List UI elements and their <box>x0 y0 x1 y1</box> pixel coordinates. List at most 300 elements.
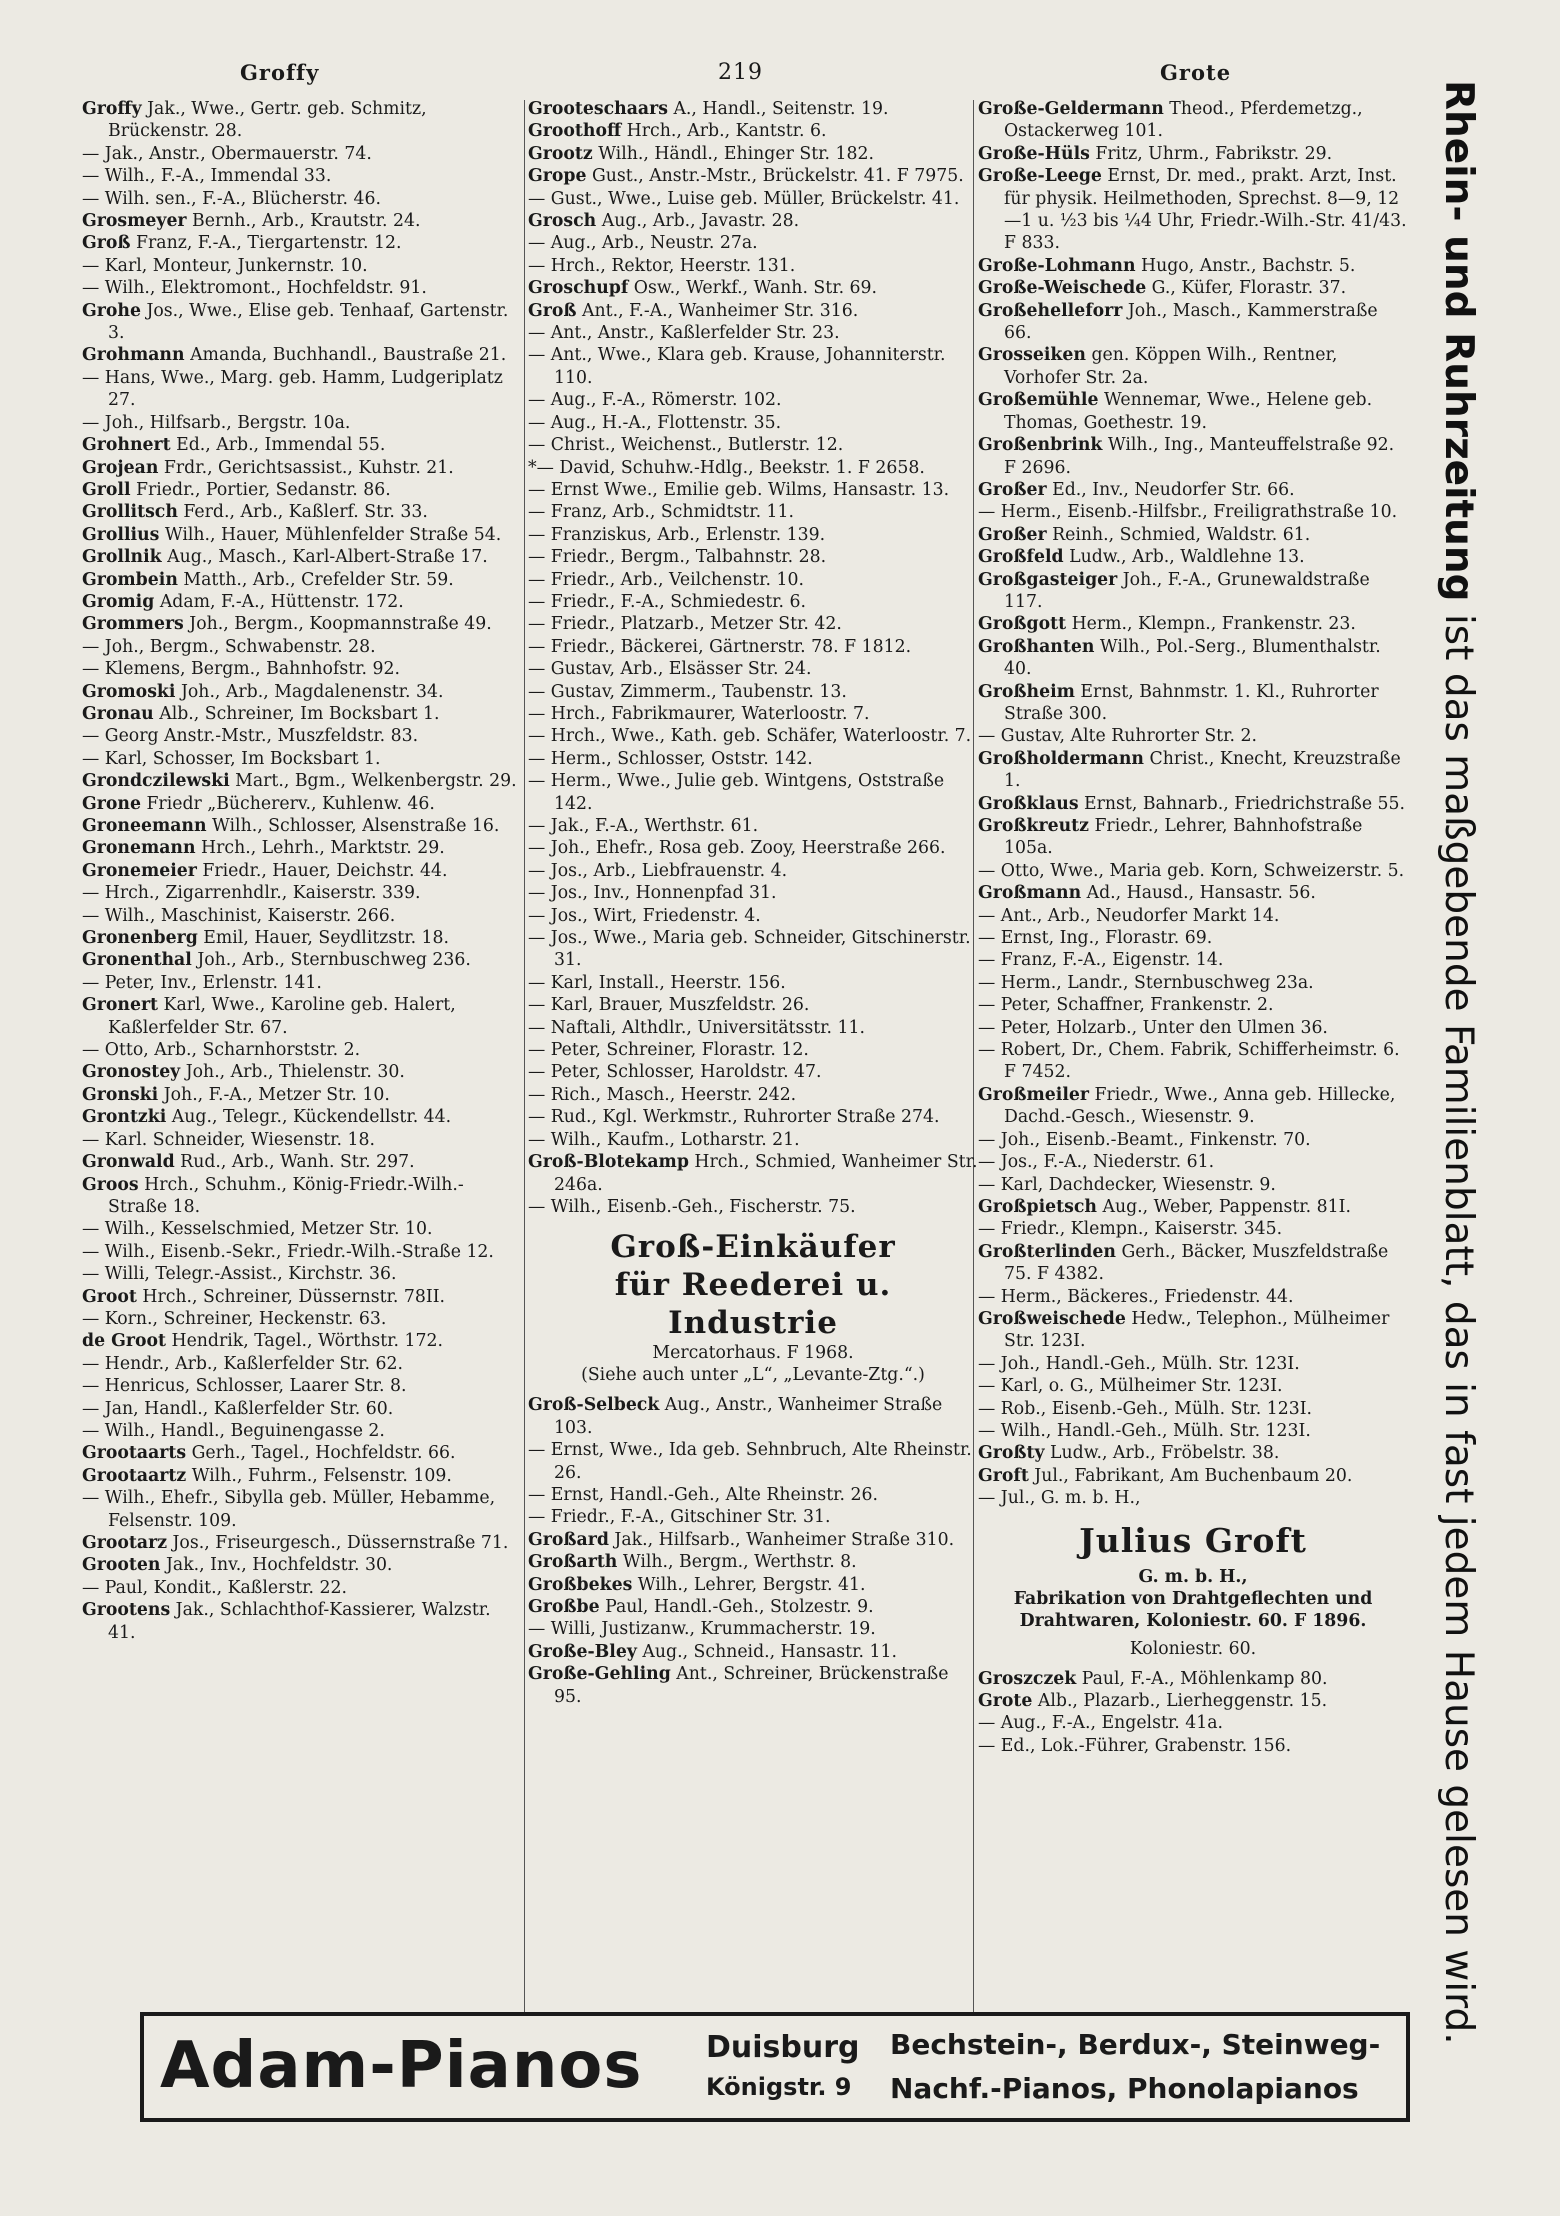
directory-entry <box>978 1039 1408 1084</box>
entry-surname: Großterlinden <box>978 1241 1116 1262</box>
directory-entry <box>978 1465 1408 1487</box>
entry-details: — Hans, Wwe., Marg. geb. Hamm, Ludgeriplatz 27. <box>82 367 503 411</box>
entry-details: — Ernst, Ing., Florastr. 69. <box>978 928 1213 949</box>
entry-surname: Große-Gehling <box>528 1664 671 1685</box>
entry-details: — Ernst, Wwe., Ida geb. Sehnbruch, Alte Rheinstr. 26. <box>528 1440 972 1483</box>
directory-entry <box>978 501 1408 523</box>
entry-details: Adam, F.-A., Hüttenstr. 172. <box>154 591 404 612</box>
column-2 <box>528 98 978 1708</box>
directory-entry <box>528 681 978 703</box>
directory-entry <box>978 1690 1408 1712</box>
directory-entry <box>528 501 978 523</box>
ad-brands-line-1: Bechstein-, Berdux-, Steinweg- <box>890 2028 1381 2061</box>
directory-entry <box>528 748 978 770</box>
directory-entry <box>82 1174 522 1219</box>
directory-entry <box>82 815 522 837</box>
entry-details: — Jos., F.-A., Niederstr. 61. <box>978 1152 1215 1173</box>
entry-details: Wilh., Händl., Ehinger Str. 182. <box>592 143 874 164</box>
directory-entry <box>82 860 522 882</box>
entry-details: — Franz, Arb., Schmidtstr. 11. <box>528 502 795 523</box>
entry-surname: Grope <box>528 166 587 187</box>
directory-entry <box>82 1151 522 1173</box>
sidebar-slogan <box>1428 80 1488 2080</box>
directory-entry <box>82 501 522 523</box>
entry-details: Hugo, Anstr., Bachstr. 5. <box>1135 255 1356 276</box>
entry-details: — Aug., F.-A., Römerstr. 102. <box>528 390 782 411</box>
directory-entry <box>978 927 1408 949</box>
directory-entry <box>978 344 1408 389</box>
entry-surname: Gronenthal <box>82 950 192 971</box>
entry-details: — Wilh., Kaufm., Lotharstr. 21. <box>528 1129 800 1150</box>
entry-surname: Grondczilewski <box>82 771 230 792</box>
directory-entry <box>528 457 978 479</box>
entry-details: — Ernst Wwe., Emilie geb. Wilms, Hansastr. 13. <box>528 479 950 500</box>
directory-entry <box>528 1484 978 1506</box>
entry-details: Jak., Schlachthof-Kassierer, Walzstr. 41. <box>108 1600 491 1643</box>
entry-details: Hrch., Arb., Kantstr. 6. <box>621 121 827 142</box>
directory-entry <box>82 1061 522 1083</box>
directory-entry <box>528 994 978 1016</box>
entry-surname: Großer <box>978 524 1047 545</box>
entry-details: Joh., Arb., Magdalenenstr. 34. <box>175 681 444 702</box>
entry-details: Jak., Wwe., Gertr. geb. Schmitz, Brückenstr. 28. <box>108 99 427 142</box>
directory-entry <box>528 1084 978 1106</box>
directory-entry <box>528 1151 978 1196</box>
entry-surname: Grohnert <box>82 435 171 456</box>
directory-entry <box>528 412 978 434</box>
entry-surname: Großmeiler <box>978 1084 1090 1105</box>
entry-details: Hrch., Schreiner, Düssernstr. 78II. <box>136 1286 446 1307</box>
directory-entry <box>528 725 978 747</box>
entry-details: Joh., Bergm., Koopmannstraße 49. <box>183 614 492 635</box>
directory-entry <box>528 815 978 837</box>
running-head-right: Grote <box>1160 60 1232 85</box>
directory-entry <box>978 1218 1408 1240</box>
directory-entry <box>528 1394 978 1439</box>
directory-entry <box>978 815 1408 860</box>
entry-details: — Hrch., Wwe., Kath. geb. Schäfer, Waterloostr. 7. <box>528 726 972 747</box>
entry-details: — Herm., Schlosser, Oststr. 142. <box>528 748 813 769</box>
entry-surname: Großgasteiger <box>978 569 1118 590</box>
entry-surname: Grootens <box>82 1600 171 1621</box>
entry-surname: Groffy <box>82 99 142 119</box>
entry-details: Wilh., Pol.-Serg., Blumenthalstr. 40. <box>1004 636 1381 680</box>
sidebar-tagline: ist das maßgebende Familienblatt, das in fast jedem Hause gelesen wird. <box>1436 601 1481 2045</box>
entry-details: — Joh., Eisenb.-Beamt., Finkenstr. 70. <box>978 1129 1311 1150</box>
entry-details: — Franziskus, Arb., Erlenstr. 139. <box>528 524 826 545</box>
entry-details: — Klemens, Bergm., Bahnhofstr. 92. <box>82 659 400 680</box>
entry-details: — Wilh., Handl.-Geh., Mülh. Str. 123I. <box>978 1420 1311 1441</box>
entry-surname: Großbekes <box>528 1574 633 1595</box>
directory-entry <box>528 210 978 232</box>
directory-entry <box>528 120 978 142</box>
directory-entry <box>528 591 978 613</box>
directory-entry <box>528 927 978 972</box>
entry-details: — Karl, o. G., Mülheimer Str. 123I. <box>978 1376 1283 1397</box>
entry-surname: Großhanten <box>978 636 1095 657</box>
directory-entry <box>82 188 522 210</box>
entry-details: Ad., Hausd., Hansastr. 56. <box>1081 883 1316 904</box>
directory-entry <box>528 1439 978 1484</box>
directory-entry <box>82 1308 522 1330</box>
entry-surname: Große-Bley <box>528 1641 637 1662</box>
entry-surname: de Groot <box>82 1331 166 1352</box>
entry-details: Hrch., Lehrh., Marktstr. 29. <box>195 838 445 859</box>
entry-details: — Ed., Lok.-Führer, Grabenstr. 156. <box>978 1735 1292 1756</box>
entry-surname: Großfeld <box>978 547 1064 568</box>
entry-details: — Peter, Schaffner, Frankenstr. 2. <box>978 995 1274 1016</box>
entry-details: Jos., Wwe., Elise geb. Tenhaaf, Gartenstr. 3. <box>108 300 509 344</box>
entry-details: — Gustav, Zimmerm., Taubenstr. 13. <box>528 681 847 702</box>
directory-entry <box>978 98 1408 143</box>
directory-entry <box>528 658 978 680</box>
entry-details: Osw., Werkf., Wanh. Str. 69. <box>628 278 878 299</box>
directory-entry <box>82 882 522 904</box>
directory-entry <box>82 1532 522 1554</box>
julius-groft-ad <box>978 1520 1408 1660</box>
entry-surname: Groschupf <box>528 278 629 299</box>
entry-surname: Gronenberg <box>82 928 198 949</box>
entry-details: Jul., Fabrikant, Am Buchenbaum 20. <box>1028 1465 1353 1486</box>
entry-details: Friedr., Portier, Sedanstr. 86. <box>130 479 391 500</box>
entry-surname: Grohe <box>82 300 141 321</box>
entry-surname: Großemühle <box>978 390 1099 411</box>
entry-details: Fritz, Uhrm., Fabrikstr. 29. <box>1089 143 1333 164</box>
entry-details: — Herm., Eisenb.-Hilfsbr., Freiligrathstraße 10. <box>978 502 1398 523</box>
entry-details: Franz, F.-A., Tiergartenstr. 12. <box>130 233 402 254</box>
entry-details: Hrch., Schuhm., König-Friedr.-Wilh.-Straße 18. <box>108 1174 464 1217</box>
ad-city: Duisburg <box>706 2030 860 2065</box>
entry-surname: Grootarz <box>82 1533 168 1553</box>
entry-details: Ernst, Bahnarb., Friedrichstraße 55. <box>1078 793 1406 814</box>
directory-entry <box>82 367 522 412</box>
directory-entry <box>82 1039 522 1061</box>
column-2-entries <box>528 98 978 1218</box>
entry-surname: Große-Weischede <box>978 278 1147 299</box>
directory-entry <box>528 905 978 927</box>
directory-entry <box>978 300 1408 345</box>
directory-entry <box>528 1551 978 1573</box>
entry-details: — Karl, Monteur, Junkernstr. 10. <box>82 255 368 276</box>
entry-surname: Grosseiken <box>978 345 1086 366</box>
directory-entry <box>978 1442 1408 1464</box>
directory-entry <box>528 1196 978 1218</box>
directory-entry <box>82 1398 522 1420</box>
directory-entry <box>978 546 1408 568</box>
entry-details: Joh., Arb., Sternbuschweg 236. <box>191 950 471 971</box>
entry-details: Ernst, Bahnmstr. 1. Kl., Ruhrorter Straße 300. <box>1004 681 1379 724</box>
directory-entry <box>82 703 522 725</box>
entry-surname: Großmann <box>978 883 1082 904</box>
ad-address: Mercatorhaus. F 1968. <box>652 1343 854 1364</box>
entry-details: — Naftali, Althdlr., Universitätsstr. 11. <box>528 1017 865 1038</box>
entry-surname: Große-Leege <box>978 166 1102 187</box>
directory-entry <box>82 1442 522 1464</box>
directory-entry <box>978 1017 1408 1039</box>
entry-details: — Wilh., Handl., Beguinengasse 2. <box>82 1420 385 1441</box>
directory-entry <box>978 1241 1408 1286</box>
running-head-left: Groffy <box>240 60 320 85</box>
entry-details: Amanda, Buchhandl., Baustraße 21. <box>184 345 507 366</box>
entry-surname: Großweischede <box>978 1308 1126 1329</box>
entry-details: Friedr., Hauer, Deichstr. 44. <box>196 860 448 881</box>
entry-details: — Friedr., Bergm., Talbahnstr. 28. <box>528 547 827 568</box>
entry-details: — Friedr., Klempn., Kaiserstr. 345. <box>978 1219 1283 1240</box>
entry-surname: Grootz <box>528 143 593 164</box>
directory-entry <box>978 1129 1408 1151</box>
directory-entry <box>82 300 522 345</box>
directory-entry <box>82 434 522 456</box>
directory-entry <box>82 210 522 232</box>
directory-entry <box>82 1084 522 1106</box>
entry-surname: Großklaus <box>978 793 1079 814</box>
ad2-address: Koloniestr. 60. <box>1129 1638 1257 1659</box>
entry-surname: Grommers <box>82 614 184 635</box>
directory-entry <box>82 98 522 143</box>
entry-details: Aug., Anstr., Wanheimer Straße 103. <box>554 1395 943 1438</box>
directory-entry <box>528 636 978 658</box>
directory-entry <box>978 434 1408 479</box>
entry-details: Herm., Klempn., Frankenstr. 23. <box>1066 614 1356 635</box>
entry-details: Jak., Hilfsarb., Wanheimer Straße 310. <box>608 1529 955 1550</box>
entry-details: Friedr., Wwe., Anna geb. Hillecke, Dachd.-Gesch., Wiesenstr. 9. <box>1004 1084 1396 1128</box>
directory-entry <box>978 1668 1408 1690</box>
entry-details: — Ernst, Handl.-Geh., Alte Rheinstr. 26. <box>528 1484 878 1505</box>
directory-entry <box>978 389 1408 434</box>
directory-entry <box>82 1106 522 1128</box>
entry-surname: Grootaarts <box>82 1443 187 1464</box>
entry-details: — Rich., Masch., Heerstr. 242. <box>528 1084 797 1105</box>
directory-entry <box>82 1487 522 1532</box>
directory-entry <box>82 1330 522 1352</box>
entry-details: Ludw., Arb., Waldlehne 13. <box>1063 547 1305 568</box>
directory-entry <box>528 1506 978 1528</box>
entry-surname: Grontzki <box>82 1107 167 1128</box>
directory-entry <box>528 479 978 501</box>
directory-entry <box>82 725 522 747</box>
directory-entry <box>978 1308 1408 1353</box>
column-3-entries <box>978 98 1408 1510</box>
entry-details: — Rud., Kgl. Werkmstr., Ruhrorter Straße 274. <box>528 1107 940 1128</box>
directory-entry <box>528 524 978 546</box>
directory-entry <box>978 1286 1408 1308</box>
directory-entry <box>82 636 522 658</box>
entry-details: Wilh., Hauer, Mühlenfelder Straße 54. <box>159 524 502 545</box>
entry-surname: Gronemeier <box>82 860 197 881</box>
entry-details: — Franz, F.-A., Eigenstr. 14. <box>978 950 1224 971</box>
entry-details: — Gust., Wwe., Luise geb. Müller, Brückelstr. 41. <box>528 188 960 209</box>
entry-surname: Großkreutz <box>978 816 1089 836</box>
entry-details: *— David, Schuhw.-Hdlg., Beekstr. 1. F 2658. <box>528 457 925 478</box>
directory-entry <box>978 255 1408 277</box>
entry-details: — Hendr., Arb., Kaßlerfelder Str. 62. <box>82 1353 403 1374</box>
ad-street: Königstr. 9 <box>706 2073 852 2101</box>
directory-entry <box>978 165 1408 255</box>
column-3 <box>978 98 1408 1757</box>
directory-entry <box>528 1129 978 1151</box>
ad2-gmbh: G. m. b. H., <box>1138 1566 1248 1587</box>
column-divider <box>524 100 525 2040</box>
entry-surname: Groß <box>528 300 577 321</box>
entry-details: Wilh., Bergm., Werthstr. 8. <box>617 1552 857 1573</box>
entry-details: — Karl, Schosser, Im Bocksbart 1. <box>82 748 381 769</box>
entry-surname: Groothoff <box>528 121 622 142</box>
entry-surname: Großarth <box>528 1552 618 1573</box>
ad-title: Groß-Einkäufer <box>610 1229 896 1266</box>
entry-details: — Robert, Dr., Chem. Fabrik, Schifferheimstr. 6. F 7452. <box>978 1040 1400 1083</box>
adam-pianos-ad <box>140 2012 1410 2122</box>
directory-entry <box>82 479 522 501</box>
entry-details: — Ant., Arb., Neudorfer Markt 14. <box>978 905 1280 926</box>
directory-entry <box>528 255 978 277</box>
entry-details: — Paul, Kondit., Kaßlerstr. 22. <box>82 1577 347 1598</box>
directory-entry <box>82 658 522 680</box>
entry-details: Hrch., Schmied, Wanheimer Str. 246a. <box>554 1152 978 1195</box>
entry-surname: Gronemann <box>82 838 196 859</box>
entry-details: — Jos., Wirt, Friedenstr. 4. <box>528 905 761 926</box>
entry-details: — Hrch., Fabrikmaurer, Waterloostr. 7. <box>528 703 870 724</box>
entry-details: Gerh., Bäcker, Muszfeldstraße 75. F 4382. <box>1004 1241 1389 1285</box>
directory-entry <box>528 98 978 120</box>
directory-entry <box>82 927 522 949</box>
entry-surname: Großpietsch <box>978 1196 1097 1217</box>
entry-surname: Groß-Selbeck <box>528 1395 660 1416</box>
entry-details: — Friedr., Bäckerei, Gärtnerstr. 78. F 1812. <box>528 636 912 657</box>
entry-surname: Großheim <box>978 681 1075 702</box>
directory-entry <box>82 1218 522 1240</box>
directory-entry <box>82 972 522 994</box>
entry-details: Frdr., Gerichtsassist., Kuhstr. 21. <box>158 457 454 478</box>
entry-details: — Wilh., F.-A., Immendal 33. <box>82 166 332 187</box>
directory-entry <box>528 703 978 725</box>
entry-surname: Groll <box>82 479 131 500</box>
entry-surname: Groszczek <box>978 1668 1077 1689</box>
entry-surname: Großbe <box>528 1596 600 1617</box>
entry-details: Wilh., Schlosser, Alsenstraße 16. <box>206 816 500 836</box>
directory-entry <box>978 1712 1408 1734</box>
directory-entry <box>82 569 522 591</box>
directory-entry <box>82 143 522 165</box>
entry-details: Hedw., Telephon., Mülheimer Str. 123I. <box>1004 1308 1390 1352</box>
directory-entry <box>82 546 522 568</box>
directory-entry <box>82 412 522 434</box>
entry-details: — Joh., Ehefr., Rosa geb. Zooy, Heerstraße 266. <box>528 838 946 859</box>
directory-entry <box>978 636 1408 681</box>
directory-entry <box>82 255 522 277</box>
directory-entry <box>82 748 522 770</box>
directory-entry <box>82 1129 522 1151</box>
directory-entry <box>978 748 1408 793</box>
entry-details: — Aug., F.-A., Engelstr. 41a. <box>978 1713 1224 1734</box>
entry-details: — Otto, Arb., Scharnhorststr. 2. <box>82 1040 361 1061</box>
sidebar-text <box>1430 80 1486 2045</box>
entry-details: Joh., Masch., Kammerstraße 66. <box>1004 300 1378 344</box>
entry-details: — Christ., Weichenst., Butlerstr. 12. <box>528 435 844 456</box>
entry-surname: Gronert <box>82 995 159 1016</box>
entry-details: G., Küfer, Florastr. 37. <box>1146 278 1347 299</box>
directory-entry <box>82 457 522 479</box>
entry-details: Bernh., Arb., Krautstr. 24. <box>186 211 421 232</box>
directory-entry <box>528 972 978 994</box>
entry-details: — Jul., G. m. b. H., <box>978 1488 1141 1509</box>
entry-details: — Herm., Landr., Sternbuschweg 23a. <box>978 972 1314 993</box>
directory-entry <box>82 994 522 1039</box>
directory-entry <box>978 277 1408 299</box>
directory-entry <box>528 1641 978 1663</box>
ad-brand-name: Adam-Pianos <box>160 2029 643 2103</box>
directory-entry <box>528 770 978 815</box>
directory-entry <box>82 524 522 546</box>
directory-entry <box>528 1039 978 1061</box>
directory-entry <box>82 949 522 971</box>
entry-details: — Wilh., Kesselschmied, Metzer Str. 10. <box>82 1219 433 1240</box>
directory-entry <box>528 1061 978 1083</box>
directory-entry <box>82 1241 522 1263</box>
directory-entry <box>978 905 1408 927</box>
entry-details: — Henricus, Schlosser, Laarer Str. 8. <box>82 1376 407 1397</box>
entry-details: — Wilh., Eisenb.-Sekr., Friedr.-Wilh.-Straße 12. <box>82 1241 494 1262</box>
entry-details: — Jak., Anstr., Obermauerstr. 74. <box>82 143 372 164</box>
entry-details: Ferd., Arb., Kaßlerf. Str. 33. <box>177 502 428 523</box>
directory-entry <box>528 1017 978 1039</box>
directory-entry <box>528 300 978 322</box>
entry-surname: Großer <box>978 479 1047 500</box>
directory-entry <box>978 1735 1408 1757</box>
directory-entry <box>978 1084 1408 1129</box>
entry-details: — Peter, Holzarb., Unter den Ulmen 36. <box>978 1017 1328 1038</box>
directory-entry <box>82 1375 522 1397</box>
directory-entry <box>528 322 978 344</box>
directory-entry <box>978 569 1408 614</box>
entry-details: Ernst, Dr. med., prakt. Arzt, Inst. für physik. Heilmethoden, Sprechst. 8—9, 12—1 u. ½3 bis ¼4 Uhr, Friedr.-Wilh.-Str. 41/43. F 833. <box>1004 166 1407 254</box>
entry-details: Gust., Anstr.-Mstr., Brückelstr. 41. F 7975. <box>586 166 964 187</box>
directory-entry <box>978 681 1408 726</box>
directory-entry <box>528 1663 978 1708</box>
directory-entry <box>978 613 1408 635</box>
entry-details: — Rob., Eisenb.-Geh., Mülh. Str. 123I. <box>978 1398 1313 1419</box>
entry-details: — Jak., F.-A., Werthstr. 61. <box>528 816 759 836</box>
directory-entry <box>528 389 978 411</box>
entry-details: Aug., Arb., Javastr. 28. <box>596 211 800 232</box>
entry-details: Ludw., Arb., Fröbelstr. 38. <box>1044 1443 1280 1464</box>
entry-surname: Grootaartz <box>82 1465 187 1486</box>
entry-details: — Wilh., Maschinist, Kaiserstr. 266. <box>82 905 396 926</box>
entry-details: Paul, F.-A., Möhlenkamp 80. <box>1076 1668 1328 1689</box>
entry-surname: Große-Hüls <box>978 143 1090 164</box>
entry-surname: Gronski <box>82 1084 159 1105</box>
entry-surname: Große-Lohmann <box>978 255 1136 276</box>
directory-entry <box>978 1398 1408 1420</box>
ad-subtitle: für Reederei u. Industrie <box>614 1267 892 1342</box>
entry-surname: Großty <box>978 1443 1045 1464</box>
entry-details: Wennemar, Wwe., Helene geb. Thomas, Goethestr. 19. <box>1004 390 1373 433</box>
entry-details: — Peter, Schlosser, Haroldstr. 47. <box>528 1062 822 1083</box>
entry-details: Gerh., Tagel., Hochfeldstr. 66. <box>186 1443 456 1464</box>
directory-entry <box>82 344 522 366</box>
entry-details: Joh., Arb., Thielenstr. 30. <box>180 1062 405 1083</box>
entry-details: A., Handl., Seitenstr. 19. <box>667 99 889 119</box>
entry-details: Ed., Inv., Neudorfer Str. 66. <box>1046 479 1295 500</box>
entry-surname: Großehelleforr <box>978 300 1123 321</box>
entry-surname: Grohmann <box>82 345 185 366</box>
entry-surname: Gromig <box>82 591 155 612</box>
entry-surname: Grojean <box>82 457 159 478</box>
entry-details: — Willi, Justizanw., Krummacherstr. 19. <box>528 1619 876 1640</box>
entry-details: Aug., Schneid., Hansastr. 11. <box>636 1641 897 1662</box>
entry-details: — Jos., Arb., Liebfrauenstr. 4. <box>528 860 788 881</box>
column-3-entries-b <box>978 1668 1408 1758</box>
directory-entry <box>978 793 1408 815</box>
